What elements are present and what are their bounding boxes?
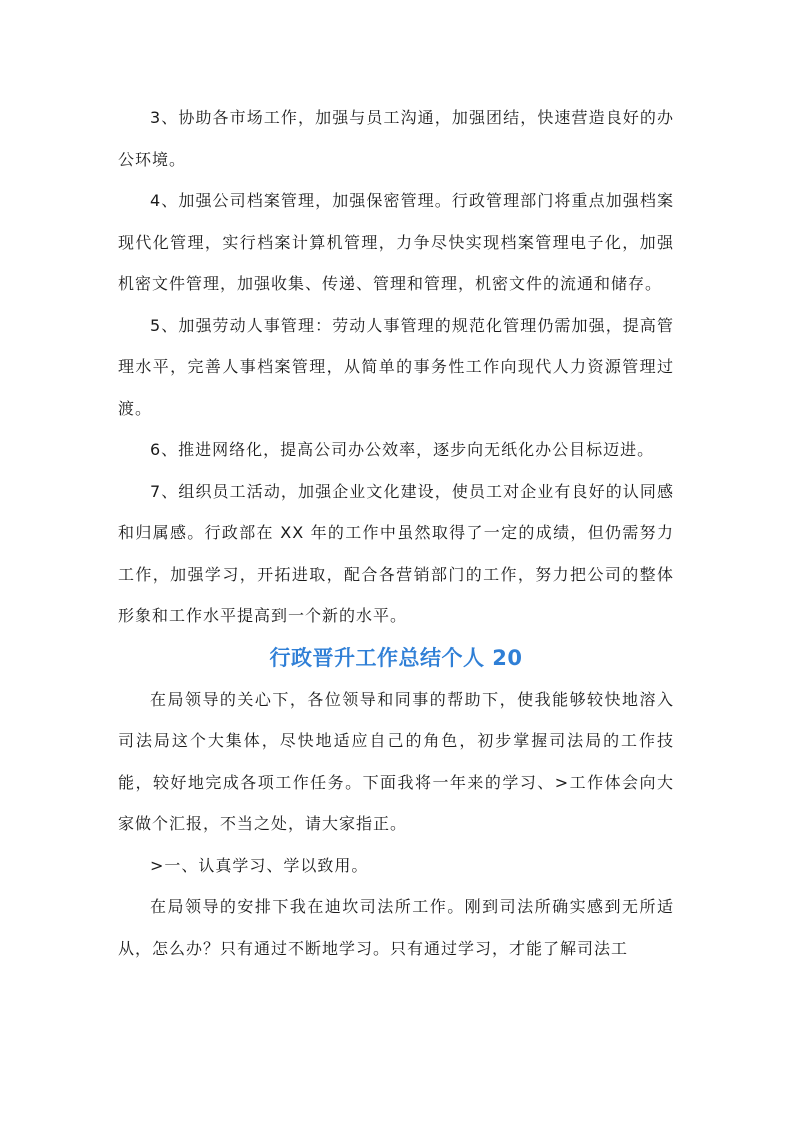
- document-body: [118, 97, 674, 969]
- paragraph-intro: 在局领导的关心下，各位领导和同事的帮助下，使我能够较快地溶入司法局这个大集体，尽快地适应自己的角色，初步掌握司法局的工作技能，较好地完成各项工作任务。下面我将一年来的学习、>工作体会向大家做个汇报，不当之处，请大家指正。: [118, 689, 674, 833]
- paragraph-item-3: 3、协助各市场工作，加强与员工沟通，加强团结，快速营造良好的办公环境。: [118, 108, 674, 169]
- paragraph-item-7: 7、组织员工活动，加强企业文化建设，使员工对企业有良好的认同感和归属感。行政部在 XX 年的工作中虽然取得了一定的成绩，但仍需努力工作，加强学习，开拓进取，配合各营销部门的工作，努力把公司的整体形象和工作水平提高到一个新的水平。: [118, 481, 674, 625]
- paragraph-subheading: >一、认真学习、学以致用。: [150, 855, 369, 875]
- paragraph-item-6: 6、推进网络化，提高公司办公效率，逐步向无纸化办公目标迈进。: [150, 440, 655, 459]
- section-heading: 行政晋升工作总结个人 20: [269, 645, 523, 670]
- paragraph-body: 在局领导的安排下我在迪坎司法所工作。刚到司法所确实感到无所适从，怎么办？只有通过不断地学习。只有通过学习，才能了解司法工: [118, 897, 674, 958]
- paragraph-item-4: 4、加强公司档案管理，加强保密管理。行政管理部门将重点加强档案现代化管理，实行档案计算机管理，力争尽快实现档案管理电子化，加强机密文件管理，加强收集、传递、管理和管理，机密文件的流通和储存。: [118, 191, 674, 293]
- paragraph-item-5: 5、加强劳动人事管理：劳动人事管理的规范化管理仍需加强，提高管理水平，完善人事档案管理，从简单的事务性工作向现代人力资源管理过渡。: [118, 315, 674, 418]
